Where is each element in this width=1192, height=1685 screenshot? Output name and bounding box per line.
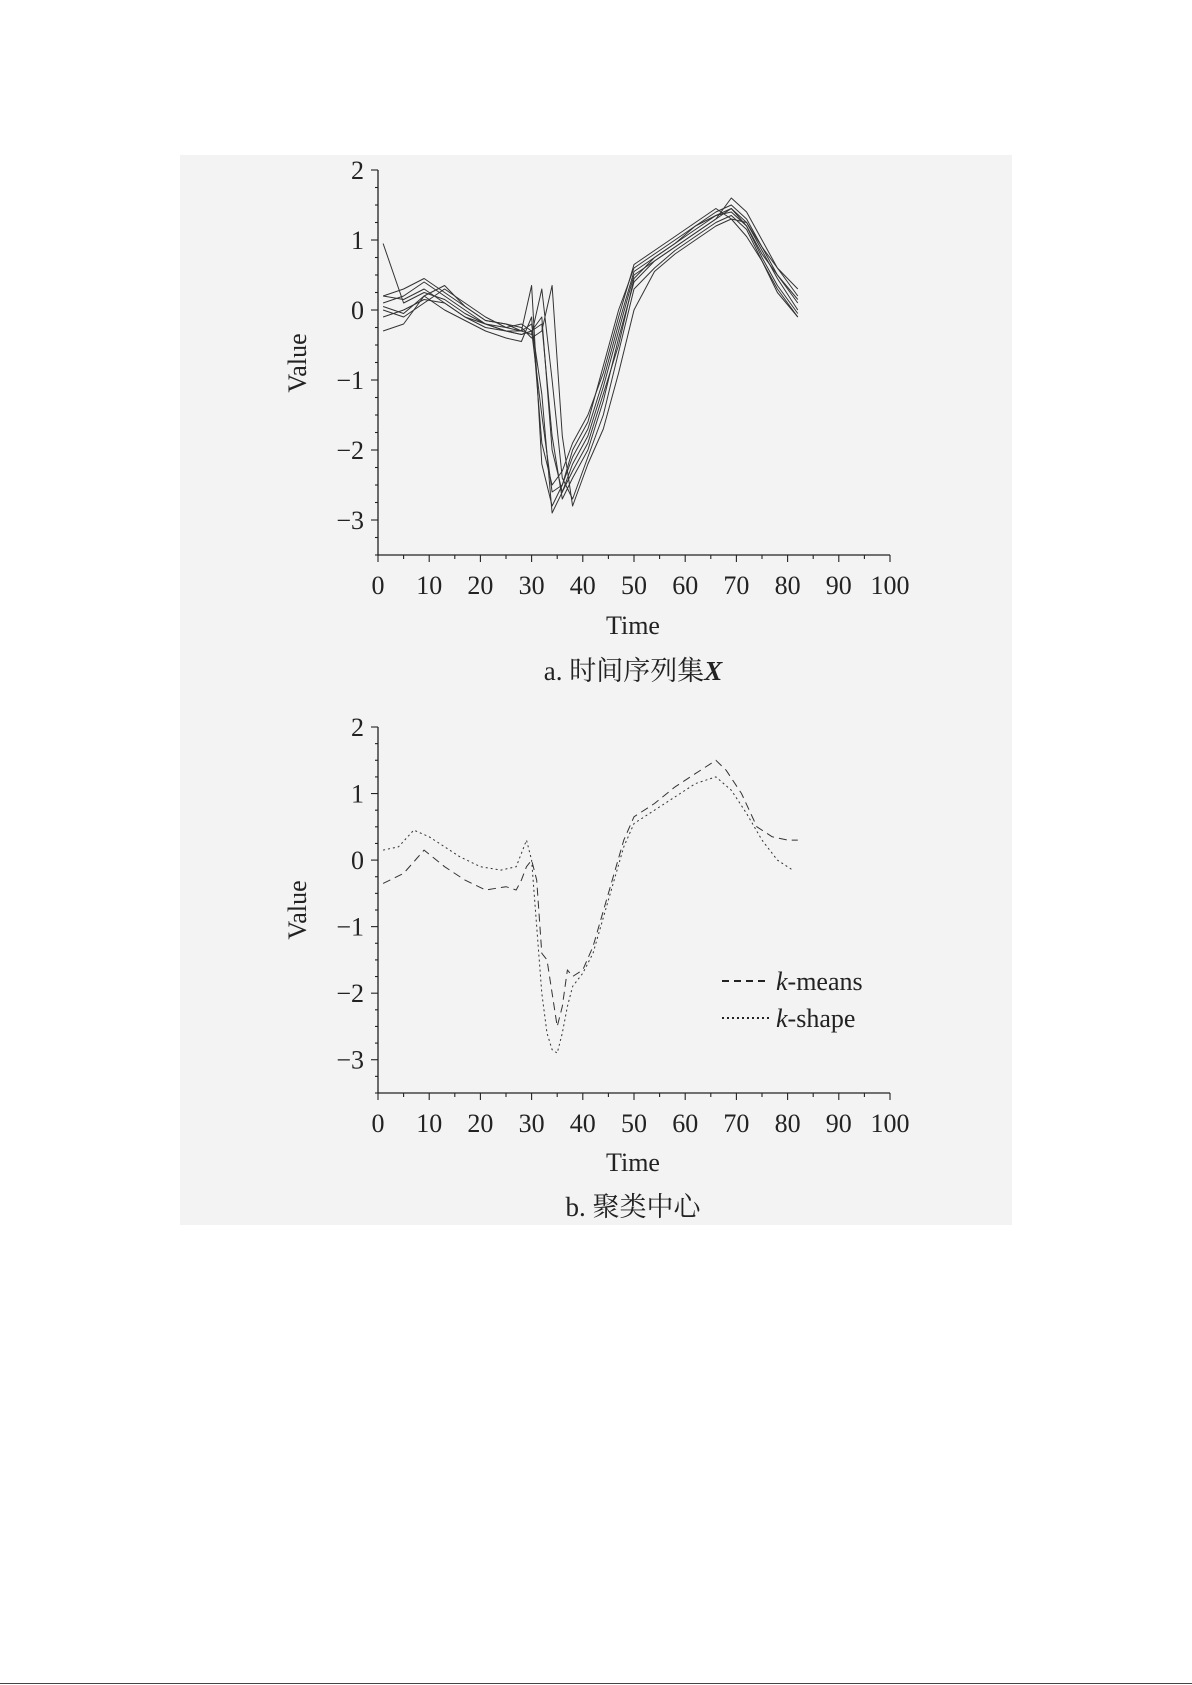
x-tick-label: 30 <box>518 571 545 600</box>
caption-symbol: X <box>704 656 723 686</box>
x-tick-label: 20 <box>467 1109 494 1138</box>
x-tick-label: 60 <box>672 571 699 600</box>
y-ticks <box>336 713 378 1093</box>
x-tick-label: 70 <box>723 1109 750 1138</box>
y-tick-label: −1 <box>336 912 364 942</box>
chart-caption: b. 聚类中心 <box>565 1192 701 1222</box>
series-group <box>383 198 798 513</box>
x-tick-label: 0 <box>371 1109 385 1138</box>
series-line <box>383 198 798 513</box>
page-bottom-rule <box>0 1683 1192 1684</box>
x-tick-label: 40 <box>569 1109 596 1138</box>
x-tick-label: 20 <box>467 571 494 600</box>
y-axis-title: Value <box>283 880 312 940</box>
series-line <box>383 205 798 506</box>
y-tick-label: −3 <box>336 1045 364 1075</box>
x-tick-label: 70 <box>723 571 750 600</box>
chart-caption <box>544 656 723 686</box>
x-tick-label: 90 <box>825 1109 852 1138</box>
legend-k: k <box>776 967 788 996</box>
x-axis-title: Time <box>606 611 660 640</box>
chart-cluster-centers <box>283 713 910 1222</box>
y-tick-label: 0 <box>351 296 364 325</box>
series-line <box>383 219 798 506</box>
caption-prefix: a. 时间序列集 <box>543 656 705 686</box>
y-tick-label: −2 <box>336 436 364 465</box>
x-tick-label: 100 <box>870 1109 910 1138</box>
y-ticks <box>336 156 378 555</box>
x-ticks <box>372 1093 910 1138</box>
y-tick-label: 1 <box>351 779 364 809</box>
x-tick-label: 90 <box>825 571 852 600</box>
y-tick-label: 2 <box>351 156 364 185</box>
legend-label-kmeans <box>776 967 863 996</box>
legend-label-kshape <box>776 1004 855 1033</box>
legend <box>722 967 863 1033</box>
x-tick-label: 10 <box>416 1109 443 1138</box>
y-tick-label: 0 <box>351 846 364 876</box>
x-tick-label: 60 <box>672 1109 699 1138</box>
x-ticks <box>372 555 910 600</box>
y-axis-title: Value <box>283 333 312 393</box>
x-tick-label: 50 <box>621 571 647 600</box>
x-axis-title: Time <box>606 1148 660 1177</box>
x-tick-label: 10 <box>416 571 443 600</box>
chart-time-series-set <box>283 156 910 686</box>
x-tick-label: 30 <box>518 1109 545 1138</box>
series-line-dashed <box>383 760 798 1026</box>
y-tick-label: −2 <box>336 979 364 1009</box>
y-tick-label: −1 <box>336 366 364 395</box>
series-line <box>383 209 798 500</box>
x-tick-label: 100 <box>870 571 910 600</box>
y-tick-label: −3 <box>336 506 364 535</box>
series-group <box>383 760 798 1053</box>
legend-k: k <box>776 1004 788 1033</box>
x-tick-label: 80 <box>774 571 801 600</box>
x-tick-label: 0 <box>371 571 385 600</box>
series-line-dotted <box>383 777 793 1053</box>
x-tick-label: 50 <box>621 1109 647 1138</box>
x-tick-label: 40 <box>569 571 596 600</box>
series-line <box>383 216 798 500</box>
x-tick-label: 80 <box>774 1109 801 1138</box>
y-tick-label: 2 <box>351 713 364 742</box>
y-tick-label: 1 <box>351 226 364 255</box>
legend-name: -shape <box>787 1004 856 1033</box>
legend-name: -means <box>787 967 863 996</box>
